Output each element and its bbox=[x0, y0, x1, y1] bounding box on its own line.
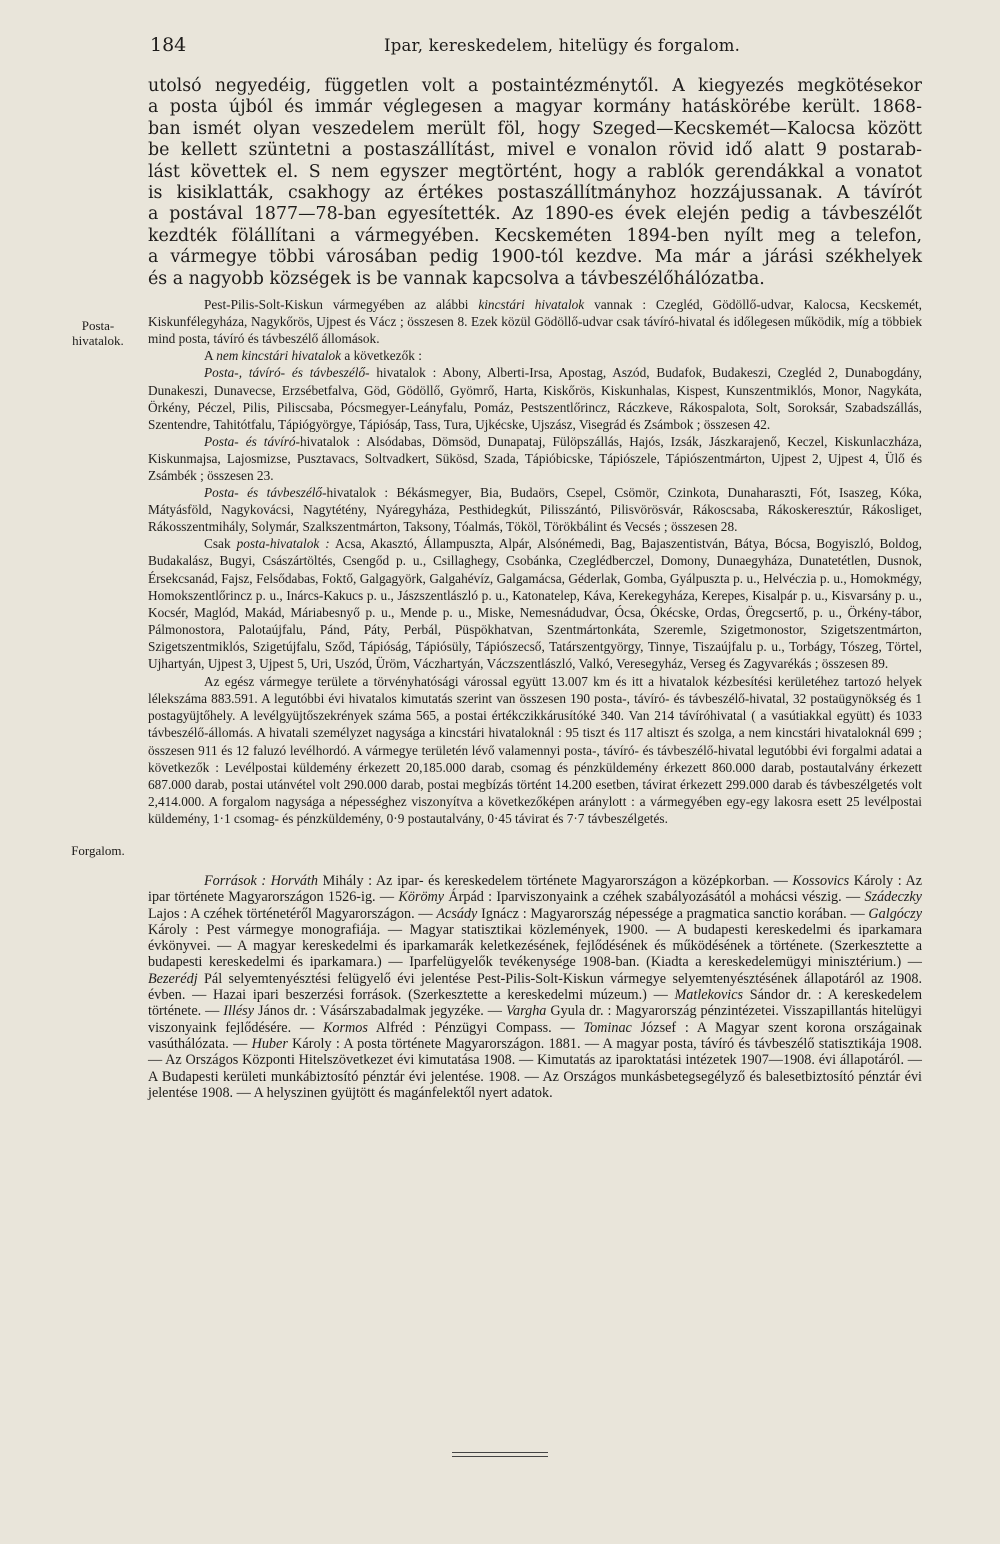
posta-section bbox=[148, 296, 922, 672]
intro-line: ban ismét olyan veszedelem merült föl, hogy Szeged—Kecskemét—Kalocsa között bbox=[148, 118, 922, 139]
margin-note-forgalom: Forgalom. bbox=[71, 843, 125, 858]
sources-paragraph: Források : Horváth Mihály : Az ipar- és kereskedelem története Magyarországon a középkorban. — Kossovics Károly : Az ipar története Magyarországon 1526-ig. — Körömy Árpád : Iparviszonyaink a czéhek szabályozásától a mohácsi vészig. — Szádeczky Lajos : A czéhek történetéről Magyarországon. — Acsády Ignácz : Magyarország népessége a pragmatica sanctio korában. — Galgóczy Károly : Pest vármegye monografiája. — Magyar statisztikai közlemények, 1900. — A budapesti kereskedelmi és iparkamara évkönyvei. — A magyar kereskedelmi és iparkamarák keletkezésének, fejlődésének és működésének a története. (Szerkesztette a budapesti kereskedelmi és iparkamara.) — Iparfelügyelők tevékenysége 1908-ban. (Kiadta a kereskedelemügyi minisztérium.) — Bezerédj Pál selyemtenyésztési felügyelő évi jelentése Pest-Pilis-Solt-Kiskun vármegye selyemtenyésztésének állapotáról az 1908. évben. — Hazai ipari beszerzési források. (Szerkesztette a kereskedelmi múzeum.) — Matlekovics Sándor dr. : A kereskedelem története. — Illésy János dr. : Vásárszabadalmak jegyzéke. — Vargha Gyula dr. : Magyarország pénzintézetei. Visszapillantás hitelügyi viszonyaink fejlődésére. — Kormos Alfréd : Pénzügyi Compass. — Tominac József : A Magyar szent korona országainak vasúthálózata. — Huber Károly : A posta története Magyarországon. 1881. — A magyar posta, távíró és távbeszélő statisztikája 1908. — Az Országos Központi Hitelszövetkezet évi kimutatása 1908. — Kimutatás az iparoktatási intézetek 1907—1908. évi állapotáról. — A Budapesti kerületi munkábiztosító pénztár évi jelentése. 1908. — Az Országos munkásbetegsegélyző és balesetbiztosító pénztár évi jelentése 1908. — A helyszinen gyüjtött és magánfelektől nyert adatok. bbox=[148, 872, 923, 1101]
closing-rule-top bbox=[452, 1452, 548, 1453]
intro-line: a postával 1877—78-ban egyesítették. Az 1890-es évek elején pedig a távbeszélőt bbox=[148, 204, 922, 225]
intro-line: is kisiklatták, csakhogy az értékes postaszállítmányhoz hozzájussanak. A távírót bbox=[148, 183, 922, 204]
closing-rule-bottom bbox=[452, 1456, 548, 1457]
intro-line: be kellett szüntetni a postaszállítást, mivel e vonalon rövid idő alatt 9 postarab- bbox=[148, 140, 922, 161]
kincstari-paragraph: Pest-Pilis-Solt-Kiskun vármegyében az alábbi kincstári hivatalok vannak : Czegléd, Gödöllő-udvar, Kalocsa, Kecskemét, Kiskunfélegyháza, Nagykőrös, Ujpest és Vácz ; összesen 8. Ezek közül Gödöllő-udvar csak távíró-hivatal és időlegesen működik, míg a többiek mind posta, távíró és távbeszélő állomások. bbox=[148, 297, 922, 347]
running-title: Ipar, kereskedelem, hitelügy és forgalom. bbox=[384, 36, 741, 55]
posta-taviro-paragraph: Posta- és távíró-hivatalok : Alsódabas, Dömsöd, Dunapataj, Fülöpszállás, Hajós, Izsák, Jászkarajenő, Keczel, Kiskunlaczháza, Kiskunmajsa, Lajosmizse, Pusztavacs, Soltvadkert, Sükösd, Szada, Tápióbicske, Tápiószele, Tápiószentmárton, Ujpest 2, Ujpest 4, Ülő és Zsámbék ; összesen 23. bbox=[148, 433, 922, 483]
intro-line: a vármegye többi városában pedig 1900-tól kezdve. Ma már a járási székhelyek bbox=[148, 247, 922, 268]
text-body bbox=[148, 76, 922, 1101]
page-number: 184 bbox=[150, 34, 187, 56]
nem-kincstari-heading: A nem kincstári hivatalok a következők : bbox=[204, 348, 422, 364]
posta-tavbeszelo-paragraph: Posta- és távbeszélő-hivatalok : Békásmegyer, Bia, Budaörs, Csepel, Csömör, Czinkota, Dunaharaszti, Fót, Isaszeg, Kóka, Mátyásföld, Nagykovácsi, Nagytétény, Nyáregyháza, Pesthidegkút, Pilisszántó, Pilisvörösvár, Rákoscsaba, Rákoskeresztúr, Rákosliget, Rákosszentmihály, Solymár, Szalkszentmárton, Taksony, Tóalmás, Tököl, Törökbálint és Vecsés ; összesen 28. bbox=[148, 485, 922, 535]
intro-line: a posta újból és immár véglegesen a magyar kormány hatáskörébe került. 1868- bbox=[148, 97, 922, 118]
forgalom-section bbox=[148, 673, 922, 827]
intro-line: kezdték fölállítani a vármegyében. Kecskeméten 1894-ben nyílt meg a telefon, bbox=[148, 225, 922, 246]
forgalom-paragraph: Az egész vármegye területe a törvényhatósági várossal együtt 13.007 km és itt a hivatalok kézbesítési kerületéhez tartozó helyek lélekszáma 883.591. A legutóbbi évi hivatalos kimutatás szerint van összesen 190 posta-, távíró- és távbeszélő-hivatal, 32 postaügynökség és 1 postagyüjtőhely. A levélgyüjtőszekrények száma 565, a postai értékczikkárusítóké 340. Van 214 távíróhivatal ( a vasútiakkal együtt) és 1033 távbeszélő-állomás. A hivatali személyzet nagysága a kincstári hivataloknál : 95 tiszt és 117 altiszt és szolga, a nem kincstári hivataloknál 699 ; összesen 911 és 12 faluzó levélhordó. A vármegye területén lévő valamennyi posta-, távíró- és távbeszélő-hivatal legutóbbi évi forgalmi adatai a következők : Levélpostai küldemény érkezett 20,185.000 darab, csomag és pénzküldemény érkezett 860.000 darab, postautalvány érkezett 687.000 darab, postai utánvétel volt 290.000 darab, postai megbízás történt 14.200 esetben, távirat érkezett 299.000 darab és távbeszélgetés volt 2,414.000. A forgalom nagysága a népességhez viszonyítva a következőképen aránylott : a vármegyében egy-egy lakosra esett 25 levélpostai küldemény, 1·1 csomag- és pénzküldemény, 0·9 postautalvány, 0·45 távirat és 7·7 távbeszélgetés. bbox=[148, 674, 922, 826]
intro-line: utolsó negyedéig, független volt a postaintézménytől. A kiegyezés megkötésekor bbox=[148, 76, 922, 96]
posta-taviro-tavbeszelo-paragraph: Posta-, távíró- és távbeszélő- hivatalok : Abony, Alberti-Irsa, Apostag, Aszód, Budafok, Budakeszi, Czegléd 2, Dunabogdány, Dunakeszi, Dunavecse, Erzsébetfalva, Göd, Gödöllő, Gyömrő, Harta, Kiskőrös, Kiskunhalas, Kispest, Kunszentmiklós, Monor, Nagykáta, Örkény, Péczel, Pilis, Piliscsaba, Pócsmegyer-Leányfalu, Pomáz, Pestszentlőrincz, Ráczkeve, Rákospalota, Solt, Soroksár, Szabadszállás, Szentendre, Tahitótfalu, Tápiógyörgye, Tápiósáp, Tass, Tura, Ujkécske, Ujszász, Visegrád és Zsámbok ; összesen 42. bbox=[148, 365, 922, 432]
intro-line: lást követtek el. S nem egyszer megtörtént, hogy a rablók gerendákkal a vonatot bbox=[148, 161, 922, 182]
intro-line: és a nagyobb községek is be vannak kapcsolva a távbeszélőhálózatba. bbox=[148, 268, 765, 289]
csak-posta-paragraph: Csak posta-hivatalok : Acsa, Akasztó, Állampuszta, Alpár, Alsónémedi, Bag, Bajaszentistván, Bátya, Bócsa, Bogyiszló, Boldog, Budakalász, Bugyi, Császártöltés, Csengőd p. u., Csillaghegy, Csobánka, Czeglédberczel, Domony, Dunaegyháza, Dunatetétlen, Dusnok, Érsekcsanád, Fajsz, Felsődabas, Foktő, Galgagyörk, Galgahévíz, Galgamácsa, Géderlak, Gomba, Gyálpuszta p. u., Helvéczia p. u., Homokmégy, Homokszentlőrincz p. u., Inárcs-Kakucs p. u., Jászszentlászló p. u., Katonatelep, Káva, Kerekegyháza, Kerepes, Kisalpár p. u., Kisvarsány p. u., Kocsér, Maglód, Makád, Máriabesnyő p. u., Mende p. u., Miske, Nemesnádudvar, Ócsa, Ókécske, Ordas, Öregcsertő, p. u., Örkény-tábor, Pálmonostora, Palotaújfalu, Pánd, Páty, Perbál, Püspökhatvan, Szentmártonkáta, Szeremle, Szigetmonostor, Szigetszentmárton, Szigetszentmiklós, Szigetújfalu, Sződ, Tápióság, Tápiósüly, Tápiószecső, Tatárszentgyörgy, Tinnye, Tiszaújfalu p. u., Torbágy, Tószeg, Törtel, Ujhartyán, Ujpest 3, Ujpest 5, Uri, Uszód, Üröm, Váczhartyán, Váczszentlászló, Valkó, Veresegyház, Verseg és Zagyvarékás ; összesen 89. bbox=[148, 536, 922, 672]
intro-paragraph bbox=[148, 76, 922, 290]
page-header bbox=[150, 34, 920, 62]
margin-note-posta: Posta- hivatalok. bbox=[72, 318, 124, 348]
